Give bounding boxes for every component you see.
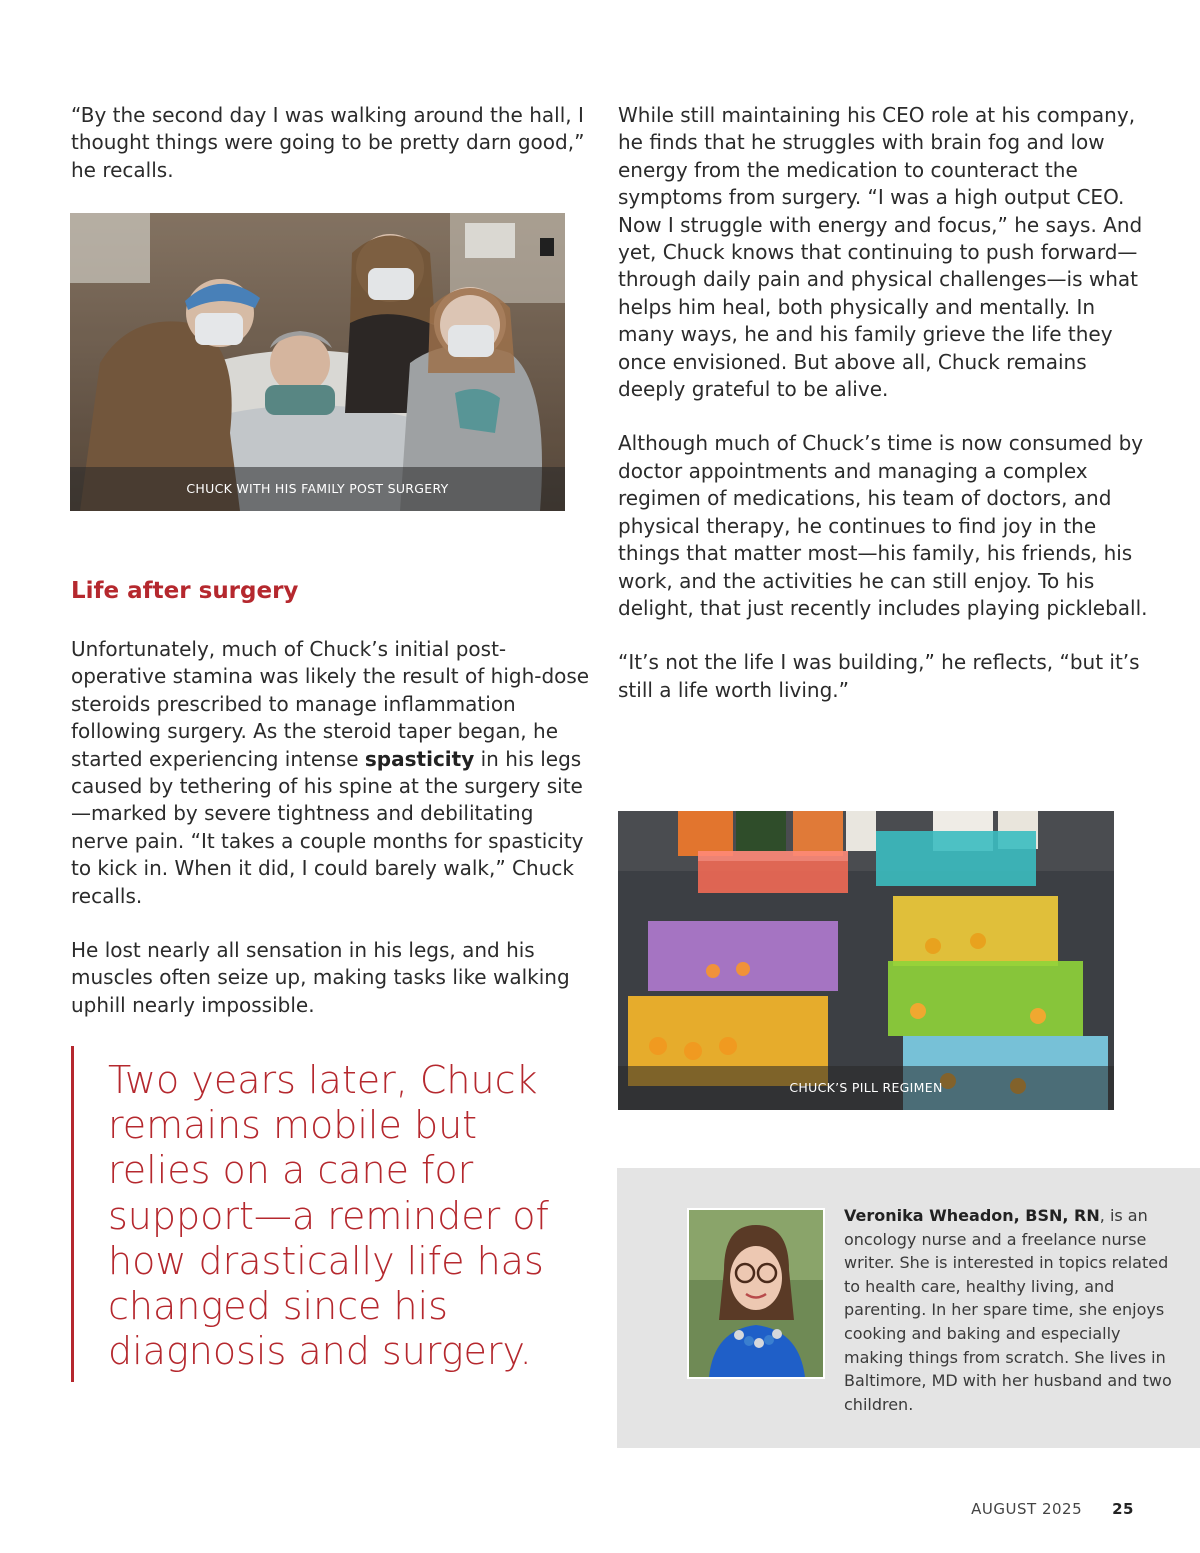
author-bio-text	[844, 1204, 1174, 1416]
issue-date: AUGUST 2025	[971, 1500, 1083, 1518]
author-name: Veronika Wheadon, BSN, RN	[844, 1206, 1100, 1225]
author-bio-box	[617, 1168, 1200, 1448]
right-paragraph-3: “It’s not the life I was building,” he reflects, “but it’s still a life worth living.”	[618, 650, 1140, 702]
family-photo	[70, 213, 565, 511]
page-footer	[971, 1500, 1134, 1518]
spasticity-term: spasticity	[364, 746, 475, 771]
right-body	[618, 102, 1148, 704]
left-paragraph-2-start: Unfortunately, much of Chuck’s initial post-operative stamina was likely the result of high-dose steroids prescribed to manage inflammation following surgery. As the steroid taper began, he started experiencing intense	[71, 637, 590, 771]
left-paragraph-1: “By the second day I was walking around the hall, I thought things were going to be pretty darn good,” he recalls.	[71, 103, 585, 182]
pill-photo	[618, 811, 1114, 1110]
author-bio-description: , is an oncology nurse and a freelance nurse writer. She is interested in topics related to health care, healthy living, and parenting. In her spare time, she enjoys cooking and baking and especially making things from scratch. She lives in Baltimore, MD with her husband and two children.	[844, 1206, 1172, 1414]
left-paragraph-2-end: in his legs caused by tethering of his spine at the surgery site —marked by severe tightness and debilitating nerve pain. “It takes a couple months for spasticity to kick in. When it did, I could barely walk,” Chuck recalls.	[71, 746, 584, 908]
author-portrait	[687, 1208, 825, 1379]
right-paragraph-1: While still maintaining his CEO role at his company, he finds that he struggles with brain fog and low energy from the medication to counteract the symptoms from surgery. “I was a high output CEO. Now I struggle with energy and focus,” he says. And yet, Chuck knows that continuing to push forward—through daily pain and physical challenges—is what helps him heal, both physically and mentally. In many ways, he and his family grieve the life they once envisioned. But above all, Chuck remains deeply grateful to be alive.	[618, 103, 1143, 402]
family-photo-caption: CHUCK WITH HIS FAMILY POST SURGERY	[70, 467, 565, 511]
section-heading: Life after surgery	[71, 578, 299, 604]
pull-quote	[71, 1046, 594, 1382]
left-intro	[71, 102, 591, 184]
page-number: 25	[1112, 1500, 1134, 1518]
right-paragraph-2: Although much of Chuck’s time is now consumed by doctor appointments and managing a complex regimen of medications, his team of doctors, and physical therapy, he continues to find joy in the things that matter most—his family, his friends, his work, and the activities he can still enjoy. To his delight, that just recently includes playing pickleball.	[618, 431, 1148, 620]
left-paragraph-3: He lost nearly all sensation in his legs, and his muscles often seize up, making tasks like walking uphill nearly impossible.	[71, 938, 570, 1017]
pull-quote-text: Two years later, Chuck remains mobile but relies on a cane for support—a reminder of how drastically life has changed since his diagnosis and surgery.	[108, 1058, 549, 1374]
pill-photo-caption: CHUCK’S PILL REGIMEN	[618, 1066, 1114, 1110]
left-paragraph-2	[71, 636, 591, 910]
left-body	[71, 636, 591, 1019]
author-portrait-image	[689, 1210, 823, 1377]
